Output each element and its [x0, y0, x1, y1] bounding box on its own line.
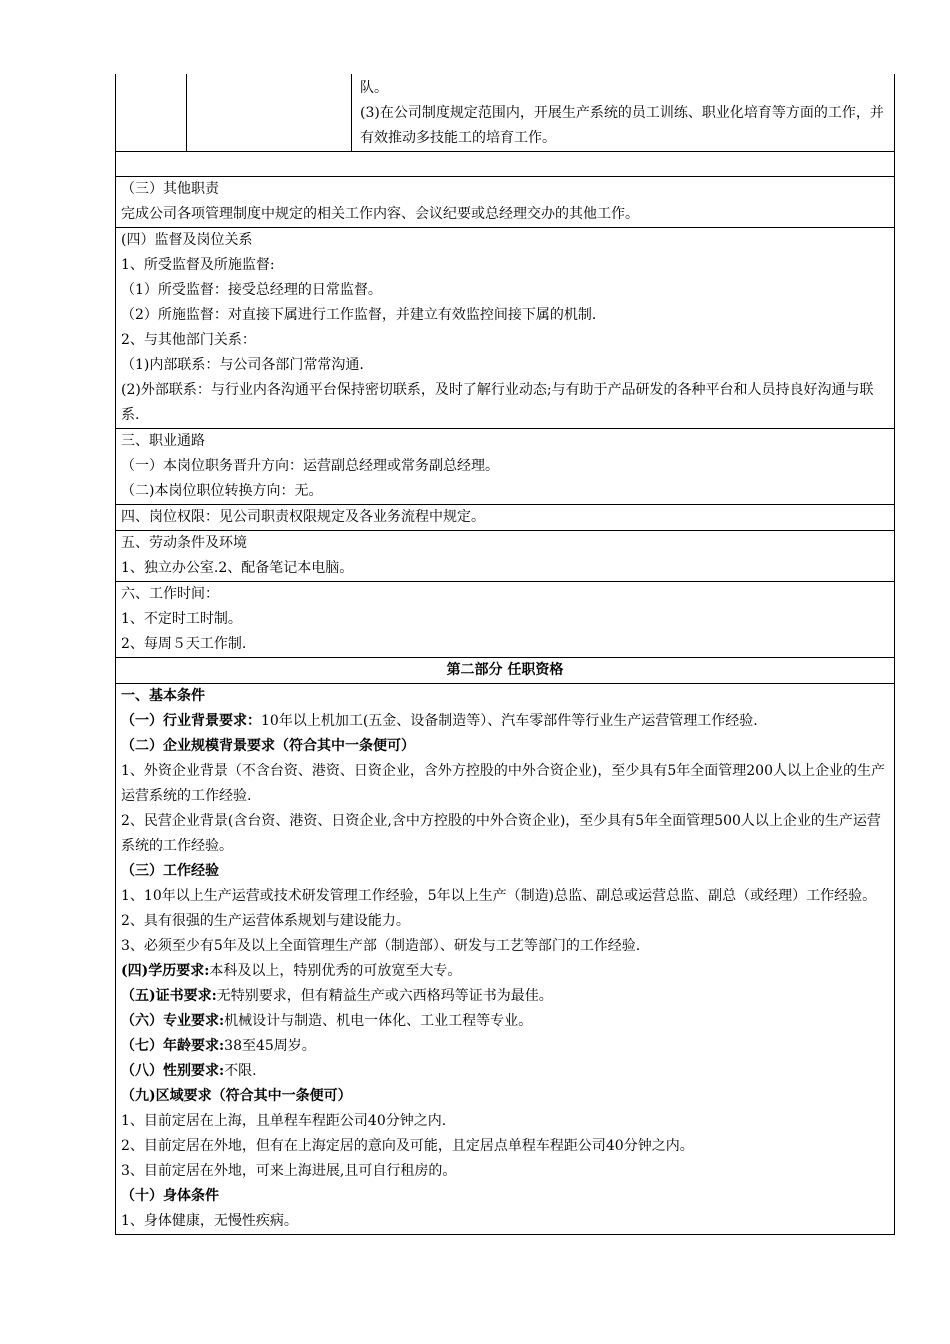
section-heading: （九)区域要求（符合其中一条便可）	[121, 1088, 352, 1104]
part-two-title-row	[116, 658, 894, 684]
major-requirement: （六）专业要求:机械设计与制造、机电一体化、工业工程等专业。	[121, 1013, 533, 1029]
section-heading: （三）其他职责	[121, 181, 219, 197]
section-text: 1、目前定居在上海，且单程车程距公司40分钟之内.	[121, 1113, 447, 1129]
section-text: 3、必须至少有5年及以上全面管理生产部（制造部）、研发与工艺等部门的工作经验.	[121, 938, 641, 954]
section-text: 1、所受监督及所施监督:	[121, 257, 275, 273]
section-text: （一）本岗位职务晋升方向：运营副总经理或常务副总经理。	[121, 458, 499, 474]
authority-section	[116, 505, 894, 531]
continued-duty-row	[116, 74, 894, 152]
gender-requirement: （八）性别要求:不限.	[121, 1063, 257, 1079]
section-heading: (四）监督及岗位关系	[121, 232, 253, 248]
section-heading: （二）企业规模背景要求（符合其中一条便可）	[121, 738, 415, 754]
section-text: 1、独立办公室.2、配备笔记本电脑。	[121, 560, 354, 576]
age-requirement: （七）年龄要求:38至45周岁。	[121, 1038, 316, 1054]
section-text: 完成公司各项管理制度中规定的相关工作内容、会议纪要或总经理交办的其他工作。	[121, 206, 639, 222]
section-heading: 六、工作时间：	[121, 586, 219, 602]
section-text: 2、民营企业背景(含台资、港资、日资企业,含中方控股的中外合资企业)，至少具有5年全面管理500人以上企业的生产运营系统的工作经验。	[121, 813, 881, 854]
section-text: （1）所受监督：接受总经理的日常监督。	[121, 282, 382, 298]
section-heading: 五、劳动条件及环境	[121, 535, 247, 551]
empty-cell	[187, 74, 352, 151]
empty-cell	[116, 74, 187, 151]
section-text: 1、身体健康，无慢性疾病。	[121, 1213, 298, 1229]
section-text: 2、每周５天工作制.	[121, 636, 247, 652]
section-heading: 三、职业通路	[121, 433, 205, 449]
job-description-table	[115, 74, 895, 1235]
duty-line: 队。	[360, 80, 388, 96]
other-duties-section	[116, 177, 894, 228]
section-heading: 四、岗位权限：见公司职责权限规定及各业务流程中规定。	[121, 509, 485, 525]
duty-text-cell	[352, 74, 894, 151]
section-text: 2、与其他部门关系：	[121, 332, 256, 348]
career-path-section	[116, 429, 894, 505]
work-conditions-section	[116, 531, 894, 582]
section-text: (2)外部联系：与行业内各沟通平台保持密切联系，及时了解行业动态;与有助于产品研发的各种平台和人员持良好沟通与联系.	[121, 382, 874, 423]
section-text: 1、不定时工时制。	[121, 611, 242, 627]
section-text: （1)内部联系：与公司各部门常常沟通.	[121, 357, 364, 373]
section-text: （二)本岗位职位转换方向：无。	[121, 483, 323, 499]
supervision-section	[116, 228, 894, 429]
industry-requirement: （一）行业背景要求：10年以上机加工(五金、设备制造等）、汽车零部件等行业生产运营管理工作经验.	[121, 713, 758, 729]
education-requirement: (四)学历要求:本科及以上，特别优秀的可放宽至大专。	[121, 963, 462, 979]
section-text: 1、10年以上生产运营或技术研发管理工作经验，5年以上生产（制造)总监、副总或运营总监、副总（或经理）工作经验。	[121, 888, 877, 904]
duty-line: (3)在公司制度规定范围内，开展生产系统的员工训练、职业化培育等方面的工作，并有效推动多技能工的培育工作。	[360, 105, 884, 146]
section-text: 3、目前定居在外地，可来上海进展,且可自行租房的。	[121, 1163, 457, 1179]
work-time-section	[116, 582, 894, 658]
certificate-requirement: （五)证书要求:无特别要求，但有精益生产或六西格玛等证书为最佳。	[121, 988, 553, 1004]
part-title: 第二部分 任职资格	[446, 662, 564, 678]
section-text: （2）所施监督：对直接下属进行工作监督，并建立有效监控间接下属的机制.	[121, 307, 597, 323]
section-text: 2、具有很强的生产运营体系规划与建设能力。	[121, 913, 410, 929]
section-heading: （十）身体条件	[121, 1188, 219, 1204]
qualifications-section	[116, 684, 894, 1234]
blank-row	[116, 152, 894, 177]
section-text: 2、目前定居在外地，但有在上海定居的意向及可能，且定居点单程车程距公司40分钟之内。	[121, 1138, 694, 1154]
section-text: 1、外资企业背景（不含台资、港资、日资企业，含外方控股的中外合资企业)，至少具有5年全面管理200人以上企业的生产运营系统的工作经验.	[121, 763, 885, 804]
section-heading: 一、基本条件	[121, 688, 205, 704]
section-heading: （三）工作经验	[121, 863, 219, 879]
